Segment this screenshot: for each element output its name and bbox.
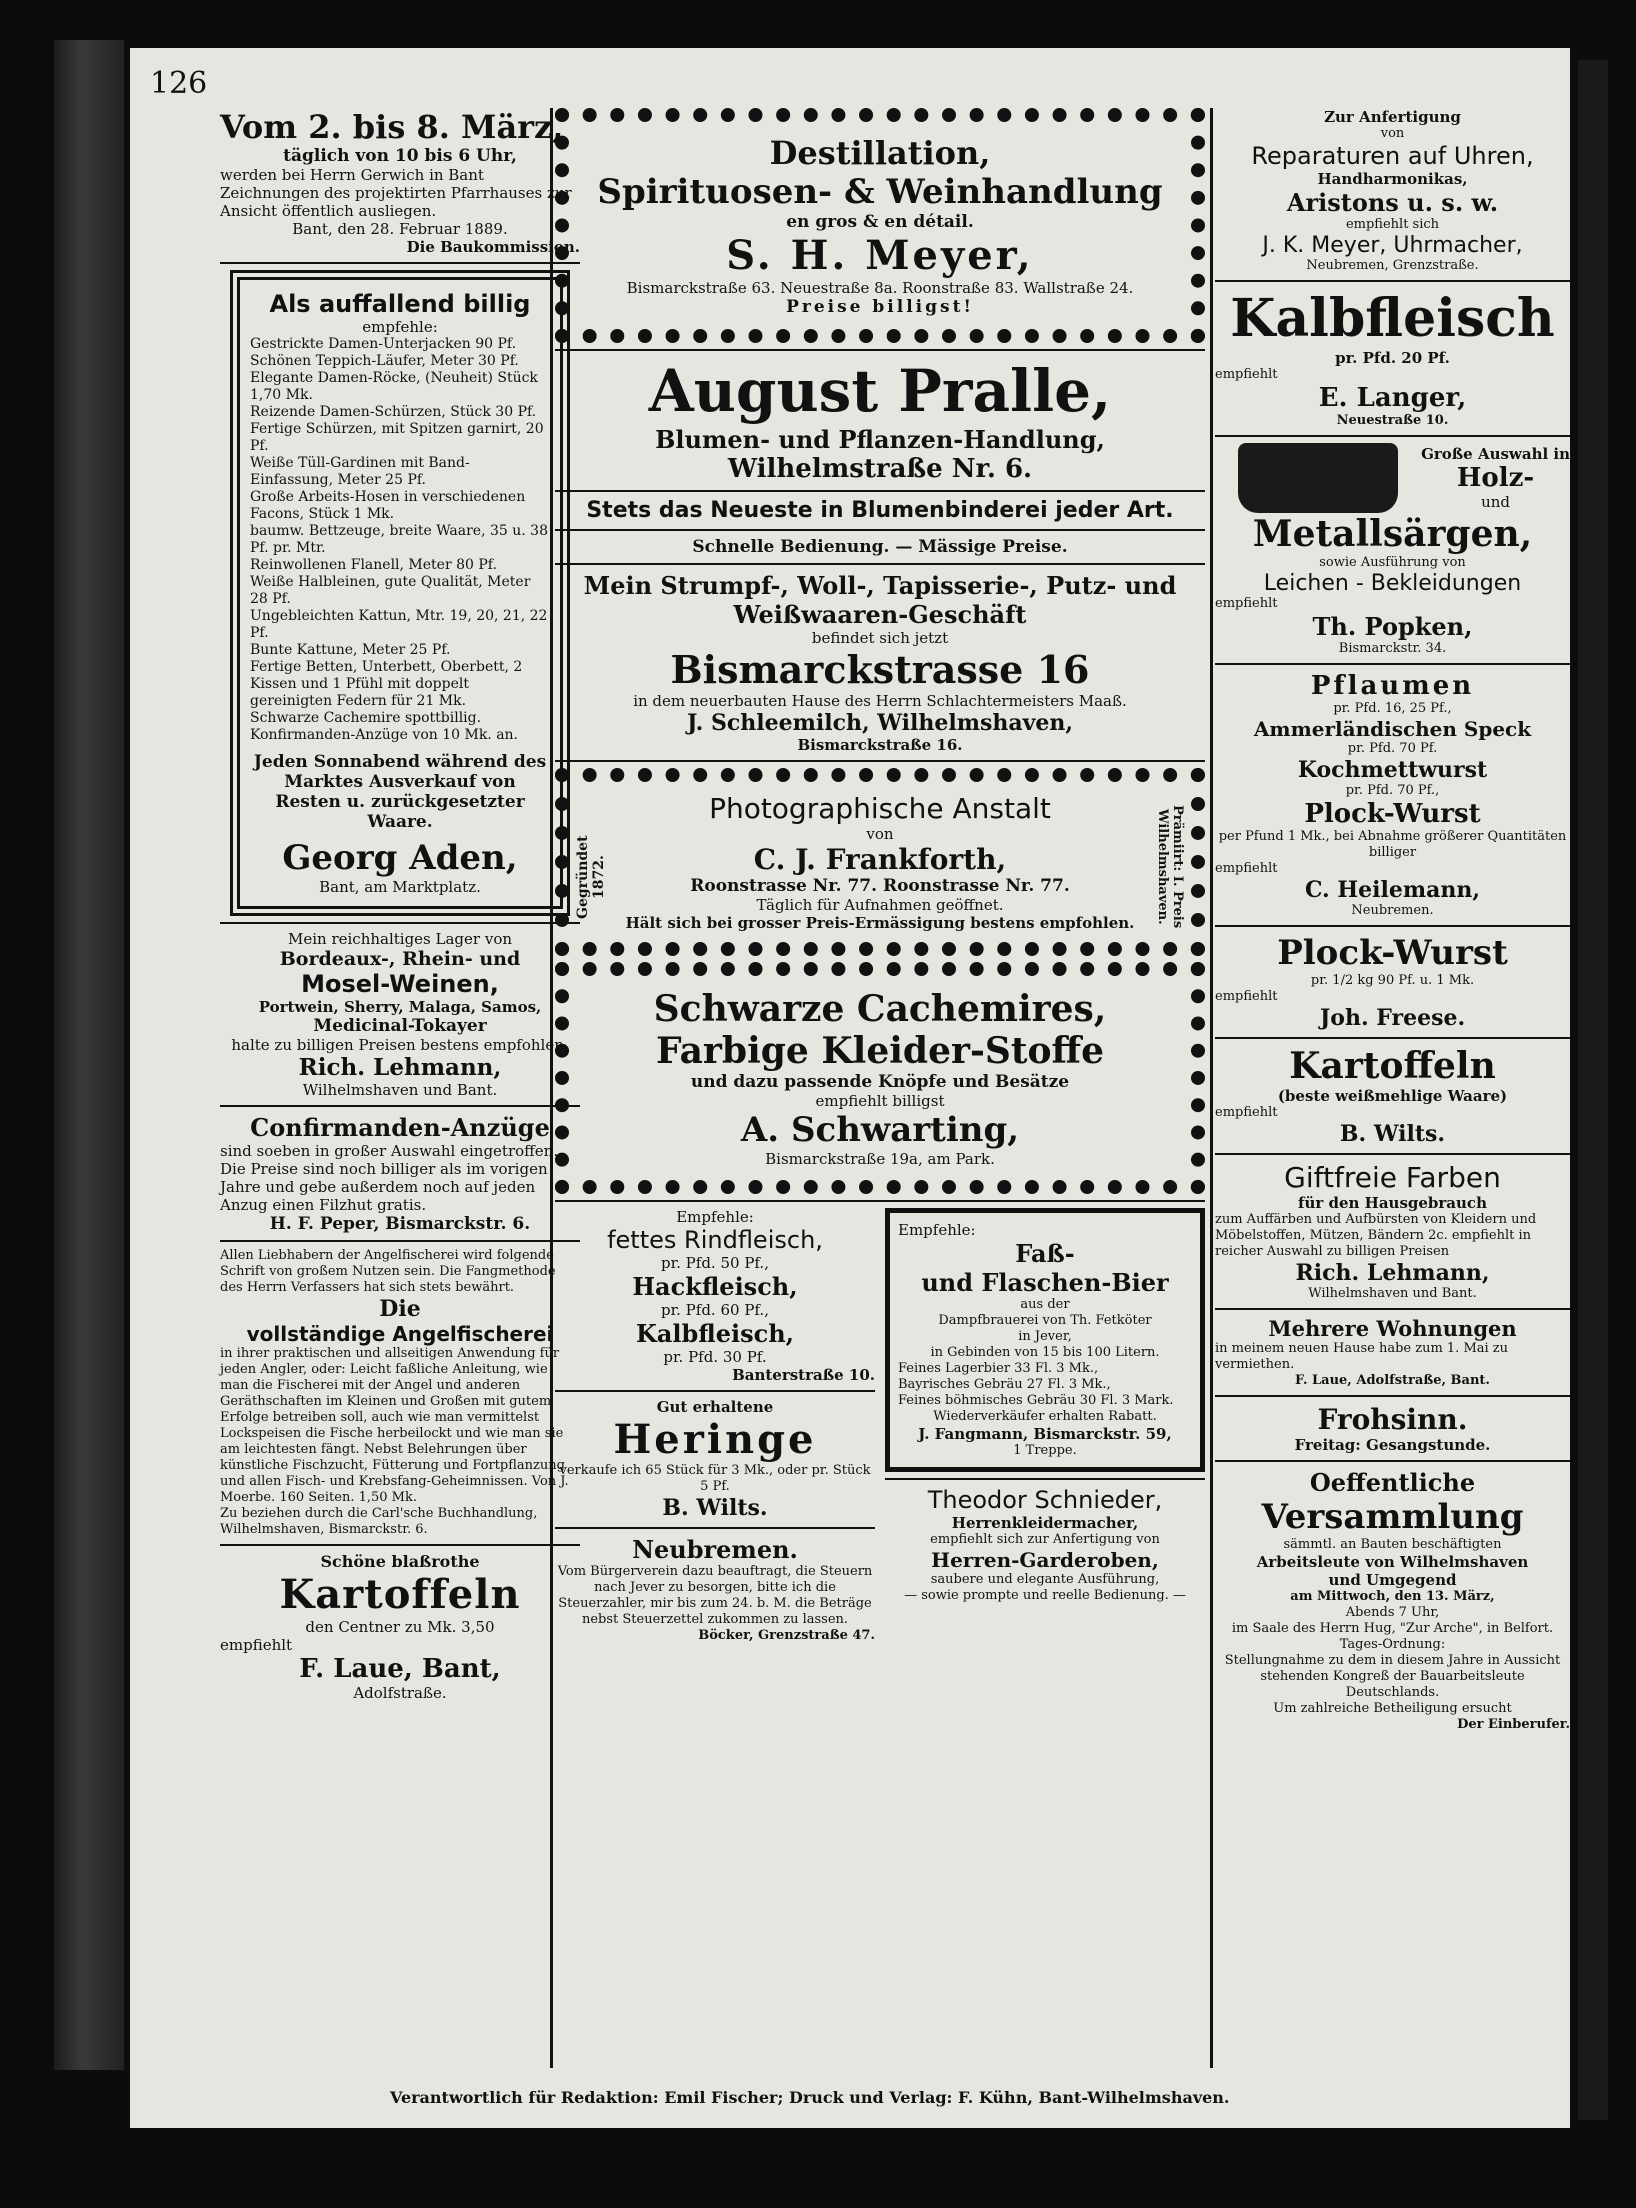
text: von (1380, 126, 1405, 141)
text: verkaufe ich 65 Stück für 3 Mk., oder pr. Stück 5 Pf. (559, 1463, 871, 1494)
advertiser-address: Banterstraße 10. (732, 1366, 875, 1384)
ad-wilts-kartoffeln (1215, 1045, 1570, 1147)
column-left (220, 108, 580, 1702)
text: Tages-Ordnung: (1339, 1637, 1446, 1652)
advertiser-name: Der Einberufer. (1457, 1717, 1570, 1732)
text: (beste weißmehlige Waare) (1277, 1087, 1508, 1105)
ad-lehmann-weine (220, 930, 580, 1099)
list-item: Fertige Schürzen, mit Spitzen garnirt, 20 Pf. (250, 421, 544, 454)
aden-head: Als auffallend billig (269, 290, 531, 318)
ad-head: Kalbfleisch, (635, 1319, 795, 1348)
text: Dampfbrauerei von Th. Fetköter (938, 1313, 1152, 1328)
ad-schnieder (885, 1486, 1205, 1604)
text: Mosel-Weinen, (301, 970, 499, 998)
advertiser-address: 1 Treppe. (1013, 1443, 1077, 1458)
ad-frohsinn (1215, 1403, 1570, 1454)
ad-body: sind soeben in großer Auswahl eingetroffen. Die Preise sind noch billiger als im vorigen Jahre und gebe außerdem noch auf jeden Anzug einen Filzhut gratis. (220, 1142, 559, 1214)
text: empfiehlt billigst (815, 1092, 945, 1110)
ad-head: Giftfreie Farben (1284, 1161, 1501, 1194)
text: befindet sich jetzt (811, 629, 949, 647)
text: Medicinal-Tokayer (313, 1016, 487, 1036)
text: Herrenkleidermacher, (951, 1514, 1139, 1532)
ad-body: in ihrer praktischen und allseitigen Anwendung für jeden Angler, oder: Leicht faßliche Anleitung, wie man die Fischerei mit der Angel und anderen Geräthschaften im Kleinen und Großen mit gutem Erfolge betreiben soll, auch wie man vermittelst Lockspeisen die Fische herbeilockt und wie man sie am leichtesten fängt. Nebst Belehrungen über künstliche Fischzucht, Fütterung und Fortpflanzung und allen Fisch- und Krebsfang-Geheimnissen. Von J. Moerbe. 160 Seiten. 1,50 Mk. (220, 1346, 569, 1505)
ad-body: Vom Bürgerverein dazu beauftragt, die Steuern nach Jever zu besorgen, bitte ich die Steuerzahler, mir bis zum 24. b. M. die Beträge nebst Steuerzettel zukommen zu lassen. (557, 1564, 873, 1627)
text: Stets das Neueste in Blumenbinderei jeder Art. (586, 498, 1174, 523)
price: pr. Pfd. 60 Pf., (661, 1301, 769, 1319)
advertiser-address: Wilhelmshaven und Bant. (1308, 1286, 1477, 1301)
ad-head: Aristons u. s. w. (1286, 188, 1499, 217)
text: den Centner zu Mk. 3,50 (305, 1618, 495, 1636)
ad-head: Frohsinn. (1317, 1403, 1468, 1436)
advertiser-address: Bismarckstraße 19a, am Park. (765, 1150, 995, 1168)
column-middle (555, 108, 1205, 1644)
ad-head: Kartoffeln (279, 1571, 521, 1618)
book-title: vollständige Angelfischerei (246, 1322, 554, 1346)
ad-head: Hackfleisch, (632, 1272, 798, 1301)
ad-head: Mein Strumpf-, Woll-, Tapisserie-, Putz- und Weißwaaren-Geschäft (583, 571, 1177, 629)
list-item: Konfirmanden-Anzüge von 10 Mk. an. (250, 727, 519, 743)
text: Schnelle Bedienung. — Mässige Preise. (692, 537, 1068, 557)
text: Um zahlreiche Betheiligung ersucht (1273, 1701, 1512, 1716)
ad-laue-kartoffeln (220, 1552, 580, 1702)
column-rule (1210, 108, 1213, 2068)
ad-sub: Leichen - Bekleidungen (1263, 571, 1522, 596)
advertiser-address: Wilhelmshaven und Bant. (302, 1081, 498, 1099)
aden-note: Jeden Sonnabend während des Marktes Ausverkauf von Resten u. zurückgesetzter Waare. (253, 752, 547, 832)
notice-baukommission (220, 108, 580, 256)
list-item: Fertige Betten, Unterbett, Oberbett, 2 Kissen und 1 Pfühl mit doppelt gereinigten Federn für 21 Mk. (250, 659, 523, 709)
advertiser-name: C. Heilemann, (1304, 877, 1481, 903)
list-item: Feines Lagerbier 33 Fl. 3 Mk., (898, 1361, 1099, 1376)
coffin-icon (1238, 443, 1398, 513)
ad-head: Oeffentliche (1309, 1468, 1476, 1497)
text: Arbeitsleute von Wilhelmshaven (1256, 1553, 1529, 1571)
list-item: Schwarze Cachemire spottbillig. (250, 710, 482, 726)
advertiser-name: August Pralle, (648, 357, 1112, 425)
text: empfiehlt (1215, 861, 1278, 876)
ad-rindfleisch (555, 1208, 875, 1384)
column-right (1215, 108, 1570, 1733)
text: in dem neuerbauten Hause des Herrn Schlachtermeisters Maaß. (633, 692, 1127, 710)
notice-date: Bant, den 28. Februar 1889. (292, 220, 508, 238)
list-item: Reinwollenen Flanell, Meter 80 Pf. (250, 557, 497, 573)
text: Handharmonikas, (1317, 170, 1468, 188)
text: empfiehlt (1215, 367, 1278, 382)
text: empfiehlt (1215, 989, 1278, 1004)
notice-sub: täglich von 10 bis 6 Uhr, (283, 146, 517, 166)
aden-items (250, 336, 550, 744)
ad-schleemilch (555, 571, 1205, 754)
ad-head: Kalbfleisch (1230, 288, 1555, 349)
price: pr. 1/2 kg 90 Pf. u. 1 Mk. (1310, 973, 1475, 988)
text: en gros & en détail. (786, 212, 974, 232)
ad-head: Versammlung (1261, 1497, 1524, 1537)
advertiser-name: S. H. Meyer, (726, 232, 1034, 279)
text: in Jever, (1018, 1329, 1072, 1344)
ad-head: Heringe (613, 1416, 817, 1463)
ad-head: Confirmanden-Anzüge (250, 1113, 550, 1142)
ad-popken (1215, 443, 1570, 657)
ad-frankforth (555, 768, 1205, 956)
advertiser-name: Böcker, Grenzstraße 47. (698, 1628, 875, 1643)
text: Empfehle: (898, 1221, 976, 1239)
text: Zur Anfertigung (1324, 108, 1461, 126)
advertiser-address: Adolfstraße. (353, 1684, 447, 1702)
advertiser-name: H. F. Peper, Bismarckstr. 6. (269, 1214, 531, 1234)
notice-head: Vom 2. bis 8. März, (220, 108, 564, 146)
text: und (1481, 493, 1510, 511)
aden-addr: Bant, am Marktplatz. (319, 878, 481, 896)
ad-neubremen (555, 1535, 875, 1644)
text: empfiehlt (1215, 596, 1278, 611)
ad-peper (220, 1113, 580, 1234)
ad-versammlung (1215, 1468, 1570, 1733)
middle-bottom-right (885, 1208, 1205, 1644)
side-text: Gegründet 1872. (575, 835, 607, 919)
text: aus der (1020, 1297, 1070, 1312)
ad-aden (230, 270, 570, 916)
advertiser-name: Joh. Freese. (1319, 1005, 1466, 1031)
price: pr. Pfd. 70 Pf., (1345, 783, 1440, 798)
ad-body: in meinem neuen Hause habe zum 1. Mai zu vermiethen. (1215, 1341, 1509, 1372)
ad-heringe (555, 1398, 875, 1521)
text: Mein reichhaltiges Lager von (287, 930, 513, 948)
page-footer: Verantwortlich für Redaktion: Emil Fischer; Druck und Verlag: F. Kühn, Bant-Wilhelmshaven. (390, 2088, 1230, 2107)
ad-head: Reparaturen auf Uhren, (1251, 142, 1534, 170)
ad-head: Mehrere Wohnungen (1268, 1316, 1517, 1341)
list-item: Elegante Damen-Röcke, (Neuheit) Stück 1,70 Mk. (250, 370, 538, 403)
text: Schöne blaßrothe (320, 1552, 480, 1571)
advertiser-name: F. Laue, Bant, (299, 1654, 501, 1684)
text: Preise billigst! (786, 297, 974, 317)
list-item: Weiße Tüll-Gardinen mit Band-Einfassung, Meter 25 Pf. (250, 455, 470, 488)
text: im Saale des Herrn Hug, "Zur Arche", in Belfort. (1231, 1621, 1554, 1636)
text: Empfehle: (676, 1208, 754, 1226)
list-item: Bayrisches Gebräu 27 Fl. 3 Mk., (898, 1377, 1111, 1392)
ad-head: Faß- (1015, 1239, 1075, 1268)
price: pr. Pfd. 30 Pf. (663, 1348, 767, 1366)
ad-head: Kochmettwurst (1297, 757, 1488, 783)
advertiser-name: Rich. Lehmann, (1295, 1260, 1490, 1286)
ad-head: fettes Rindfleisch, (607, 1226, 823, 1254)
text: Täglich für Aufnahmen geöffnet. (756, 896, 1004, 914)
ad-schwarting (555, 962, 1205, 1194)
text: von (866, 825, 894, 843)
ad-head: Holz- (1456, 463, 1535, 493)
ad-head: und Flaschen-Bier (921, 1268, 1169, 1297)
ad-address-large: Bismarckstrasse 16 (670, 647, 1090, 692)
ad-wohnungen (1215, 1316, 1570, 1389)
page-number: 126 (150, 66, 208, 101)
notice-sign: Die Baukommission. (406, 238, 580, 256)
text: Abends 7 Uhr, (1345, 1605, 1440, 1620)
text: Portwein, Sherry, Malaga, Samos, (258, 998, 542, 1016)
ad-pralle (555, 357, 1205, 557)
advertiser-name: F. Laue, Adolfstraße, Bant. (1295, 1373, 1490, 1388)
advertiser-name: Th. Popken, (1312, 612, 1473, 641)
ad-head: Destillation, (769, 134, 991, 172)
advertiser-address: Bismarckstraße 16. (797, 736, 963, 754)
page-edge (1578, 60, 1608, 2120)
text: saubere und elegante Ausführung, (930, 1572, 1160, 1587)
advertiser-name: Rich. Lehmann, (298, 1054, 502, 1081)
text: empfiehlt sich zur Anfertigung von (930, 1532, 1160, 1547)
advertiser-name: A. Schwarting, (740, 1110, 1020, 1150)
advertiser-address: Neubremen, Grenzstraße. (1306, 258, 1479, 273)
text: Wiederverkäufer erhalten Rabatt. (933, 1409, 1157, 1424)
advertiser-address: Roonstrasse Nr. 77. Roonstrasse Nr. 77. (690, 876, 1070, 896)
advertiser-name: B. Wilts. (662, 1495, 768, 1521)
ad-angelfischerei (220, 1248, 580, 1538)
advertiser-name: C. J. Frankforth, (753, 843, 1007, 876)
list-item: Feines böhmisches Gebräu 30 Fl. 3 Mark. (898, 1393, 1174, 1408)
text: Bordeaux-, Rhein- und (279, 948, 521, 970)
ad-head: Schwarze Cachemires, (653, 988, 1107, 1030)
ad-jk-meyer (1215, 108, 1570, 274)
text: Große Auswahl in (1421, 445, 1570, 463)
text: Freitag: Gesangstunde. (1294, 1436, 1491, 1454)
ad-head: Neubremen. (632, 1535, 798, 1564)
list-item: Bunte Kattune, Meter 25 Pf. (250, 642, 451, 658)
popken-top-text (1421, 445, 1570, 511)
advertiser-name: E. Langer, (1318, 383, 1467, 413)
text: in Gebinden von 15 bis 100 Litern. (930, 1345, 1160, 1360)
ad-farben (1215, 1161, 1570, 1302)
middle-bottom-row (555, 1208, 1205, 1644)
ad-head: Plock-Wurst (1277, 933, 1508, 973)
text: per Pfund 1 Mk., bei Abnahme größerer Quantitäten billiger (1218, 829, 1567, 860)
ad-head: Ammerländischen Speck (1253, 717, 1532, 741)
text: — sowie prompte und reelle Bedienung. — (904, 1588, 1186, 1603)
text: Gut erhaltene (656, 1398, 774, 1416)
ad-body: zum Auffärben und Aufbürsten von Kleidern und Möbelstoffen, Mützen, Bändern 2c. empfiehlt in reicher Auswahl zu billigen Preisen (1215, 1212, 1537, 1259)
text: und Umgegend (1328, 1571, 1457, 1589)
advertiser-address: Neuestraße 10. (1336, 413, 1449, 428)
ad-head: Herren-Garderoben, (931, 1548, 1159, 1572)
text: empfiehlt sich (1345, 217, 1440, 232)
advertiser-address: Bismarckstraße 63. Neuestraße 8a. Roonstraße 83. Wallstraße 24. (626, 279, 1134, 297)
book-spine (54, 40, 124, 2070)
ad-langer (1215, 288, 1570, 429)
text: für den Hausgebrauch (1298, 1194, 1487, 1212)
price: pr. Pfd. 50 Pf., (661, 1254, 769, 1272)
list-item: Große Arbeits-Hosen in verschiedenen Facons, Stück 1 Mk. (250, 489, 526, 522)
advertiser-name: B. Wilts. (1339, 1121, 1446, 1147)
advertiser-address: Bismarckstr. 34. (1338, 641, 1447, 656)
advertiser-name: J. Fangmann, Bismarckstr. 59, (918, 1425, 1172, 1443)
list-item: Schönen Teppich-Läufer, Meter 30 Pf. (250, 353, 519, 369)
text: sämmtl. an Bauten beschäftigten (1283, 1537, 1502, 1552)
advertiser-address: Wilhelmstraße Nr. 6. (727, 454, 1033, 484)
price: pr. Pfd. 20 Pf. (1335, 349, 1450, 367)
ad-seller: Zu beziehen durch die Carl'sche Buchhandlung, Wilhelmshaven, Bismarckstr. 6. (220, 1506, 538, 1537)
text: Hält sich bei grosser Preis-Ermässigung bestens empfohlen. (625, 914, 1135, 932)
text: Stellungnahme zu dem in diesem Jahre in Aussicht stehenden Kongreß der Bauarbeitsleute Deutschlands. (1224, 1653, 1561, 1700)
ad-freese (1215, 933, 1570, 1031)
ad-meyer-destillation (555, 108, 1205, 343)
ad-fangmann-bier (885, 1208, 1205, 1472)
list-item: baumw. Bettzeuge, breite Waare, 35 u. 38 Pf. pr. Mtr. (250, 523, 548, 556)
ad-heilemann (1215, 671, 1570, 919)
text: empfiehlt (1215, 1105, 1278, 1120)
popken-top (1215, 443, 1570, 513)
ad-sub: Blumen- und Pflanzen-Handlung, (655, 425, 1105, 454)
price: pr. Pfd. 16, 25 Pf., (1333, 701, 1452, 716)
text: empfiehlt (220, 1636, 293, 1654)
advertiser-name: J. K. Meyer, Uhrmacher, (1262, 233, 1523, 258)
ad-head: Farbige Kleider-Stoffe (656, 1030, 1104, 1072)
book-title: Die (379, 1296, 421, 1322)
text: sowie Ausführung von (1319, 555, 1466, 570)
ad-head: Pflaumen (1310, 671, 1475, 701)
ad-head: Metallsärgen, (1252, 513, 1533, 555)
aden-sub: empfehle: (362, 318, 438, 336)
list-item: Ungebleichten Kattun, Mtr. 19, 20, 21, 22 Pf. (250, 608, 548, 641)
ad-head: Plock-Wurst (1304, 799, 1481, 829)
price: pr. Pfd. 70 Pf. (1347, 741, 1438, 756)
text: und dazu passende Knöpfe und Besätze (690, 1072, 1070, 1092)
notice-body: werden bei Herrn Gerwich in Bant Zeichnungen des projektirten Pfarrhauses zur Ansicht öffentlich ausliegen. (220, 166, 572, 220)
list-item: Reizende Damen-Schürzen, Stück 30 Pf. (250, 404, 537, 420)
advertiser-name: Theodor Schnieder, (927, 1486, 1163, 1514)
aden-name: Georg Aden, (282, 838, 518, 878)
list-item: Gestrickte Damen-Unterjacken 90 Pf. (250, 336, 517, 352)
list-item: Weiße Halbleinen, gute Qualität, Meter 28 Pf. (250, 574, 531, 607)
advertiser-address: Neubremen. (1351, 903, 1434, 918)
ad-head: Photographische Anstalt (709, 792, 1051, 825)
advertiser-name: J. Schleemilch, Wilhelmshaven, (686, 710, 1074, 736)
side-text: Prämiirt: I. Preis Wilhelmshaven. (1155, 805, 1185, 929)
text: halte zu billigen Preisen bestens empfohlen. (231, 1036, 569, 1054)
middle-bottom-left (555, 1208, 875, 1644)
newspaper-page (130, 48, 1570, 2128)
ad-head: Kartoffeln (1289, 1045, 1496, 1087)
ad-intro: Allen Liebhabern der Angelfischerei wird folgende Schrift von großem Nutzen sein. Die Fangmethode des Herrn Verfassers hat sich stets bewährt. (220, 1248, 556, 1295)
ad-sub: Spirituosen- & Weinhandlung (597, 172, 1163, 212)
text: am Mittwoch, den 13. März, (1290, 1589, 1495, 1604)
